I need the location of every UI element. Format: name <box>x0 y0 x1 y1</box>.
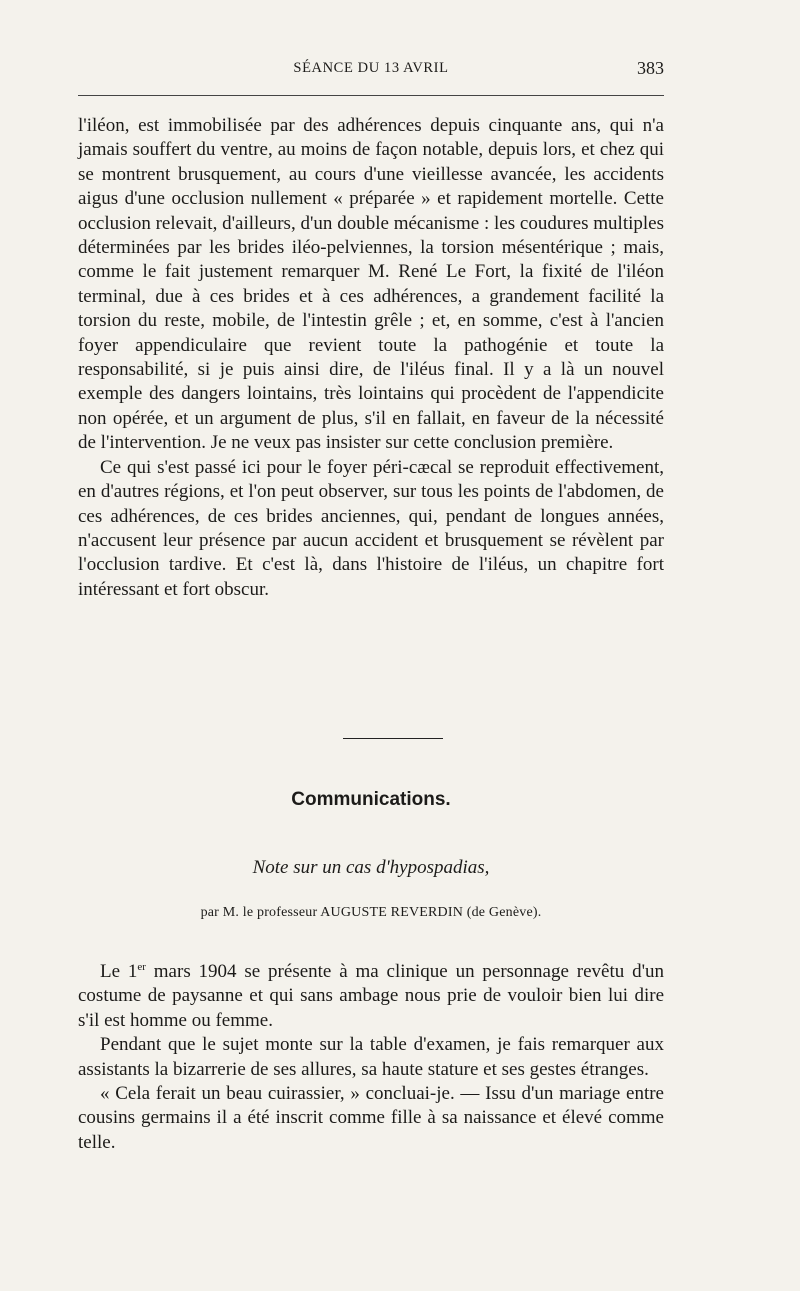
page-number: 383 <box>637 58 664 78</box>
paragraph <box>78 960 664 1033</box>
paragraph: Ce qui s'est passé ici pour le foyer péri-cæcal se reproduit effectivement, en d'autres régions, et l'on peut observer, sur tous les points de l'abdomen, de ces adhérences, de ces brides anciennes, qui, pendant de longues années, n'accusent leur présence par aucun accident et brusquement se révèlent par l'occlusion tardive. Et c'est là, dans l'histoire de l'iléus, un chapitre fort intéressant et fort obscur. <box>78 456 664 600</box>
article-title: Note sur un cas d'hypospadias, <box>252 857 490 878</box>
article-byline: par M. le professeur AUGUSTE REVERDIN (de Genève). <box>200 905 542 920</box>
paragraph: l'iléon, est immobilisée par des adhérences depuis cinquante ans, qui n'a jamais souffert du ventre, au moins de façon notable, depuis lors, et chez qui se montrent brusquement, au cours d'une vieillesse avancée, les accidents aigus d'une occlusion nullement « préparée » et rapidement mortelle. Cette occlusion relevait, d'ailleurs, d'un double mécanisme : les coudures multiples déterminées par les brides iléo-pelviennes, la torsion mésentérique ; mais, comme le fait justement remarquer M. René Le Fort, la fixité de l'iléon terminal, due à ces brides et à ces adhérences, a grandement facilité la torsion du reste, mobile, de l'intestin grêle ; et, en somme, c'est à l'ancien foyer appendiculaire que revient toute la pathogénie et toute la responsabilité, si je puis ainsi dire, de l'iléus final. Il y a là un nouvel exemple des dangers lointains, très lointains qui procèdent de l'appendicite non opérée, et un argument de plus, s'il en fallait, en faveur de la nécessité de l'intervention. Je ne veux pas insister sur cette conclusion première. <box>78 115 664 454</box>
body-text-continued <box>78 114 664 602</box>
paragraph: « Cela ferait un beau cuirassier, » concluai-je. — Issu d'un mariage entre cousins germains il a été inscrit comme fille à sa naissance et élevé comme telle. <box>78 1083 664 1153</box>
section-separator-rule <box>343 738 443 739</box>
date-prefix: Le 1 <box>100 961 138 982</box>
paragraph: Pendant que le sujet monte sur la table d'examen, je fais remarquer aux assistants la bizarrerie de ses allures, sa haute stature et ses gestes étranges. <box>78 1034 664 1080</box>
paragraph-text: mars 1904 se présente à ma clinique un personnage revêtu d'un costume de paysanne et qui sans ambage nous prie de vouloir bien lui dire s'il est homme ou femme. <box>78 961 664 1031</box>
section-heading: Communications. <box>291 789 451 810</box>
running-title: SÉANCE DU 13 AVRIL <box>293 60 449 76</box>
running-head <box>78 58 664 84</box>
article-body <box>78 960 664 1155</box>
header-rule <box>78 95 664 96</box>
superscript-er: er <box>137 961 146 973</box>
